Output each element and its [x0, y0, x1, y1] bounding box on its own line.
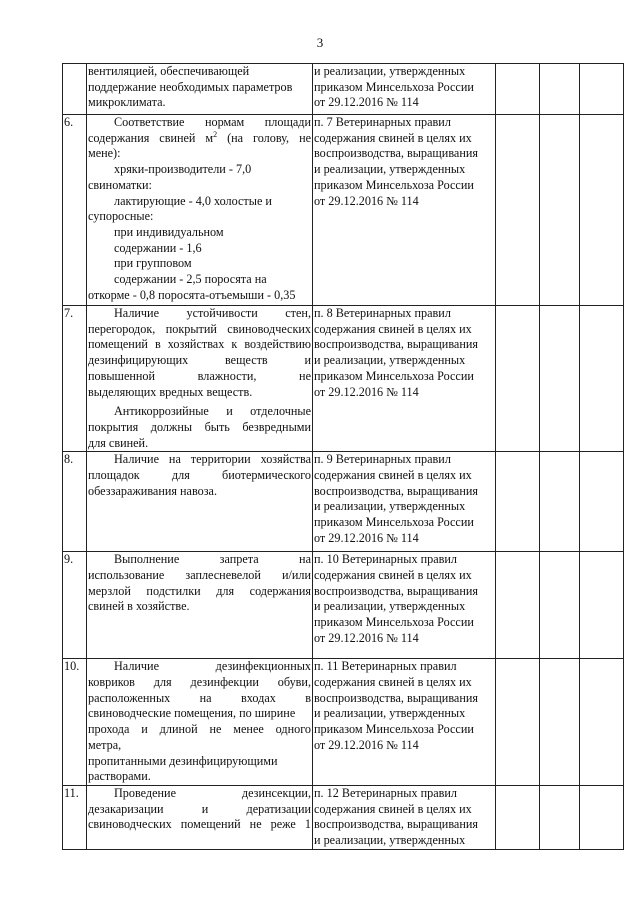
reference-line: содержания свиней в целях их: [314, 568, 472, 583]
requirement-line: Соответствие нормам площади: [114, 115, 311, 129]
reference-line: от 29.12.2016 № 114: [314, 384, 419, 399]
requirement-cell: [87, 552, 313, 659]
requirement-line: свиноводческих помещений не реже 1: [88, 817, 311, 832]
row-number-cell: [63, 64, 87, 115]
reference-cell: [313, 552, 496, 659]
reference-line: и реализации, утвержденных: [314, 706, 466, 721]
reference-line: и реализации, утвержденных: [314, 599, 466, 614]
reference-line: содержания свиней в целях их: [314, 468, 472, 483]
empty-cell: [496, 306, 540, 452]
empty-cell: [540, 552, 580, 659]
row-number-cell: 11.: [63, 785, 87, 849]
empty-cell: [580, 552, 624, 659]
empty-cell: [540, 452, 580, 552]
requirement-line: при индивидуальном: [114, 224, 224, 239]
empty-cell: [496, 115, 540, 306]
requirement-line: выделяющих вредных веществ.: [88, 384, 253, 399]
requirement-line: дезакаризации и дератизации: [88, 801, 311, 816]
requirement-line: поддержание необходимых параметров: [88, 79, 293, 94]
reference-line: от 29.12.2016 № 114: [314, 630, 419, 645]
reference-cell: [313, 785, 496, 849]
requirement-line: свиноводческие помещения, по ширине: [88, 706, 296, 721]
checklist-table: [62, 63, 624, 850]
reference-cell: [313, 659, 496, 786]
row-number-cell: 9.: [63, 552, 87, 659]
empty-cell: [496, 785, 540, 849]
requirement-line: покрытия должны быть безвредными: [88, 419, 311, 434]
reference-cell: [313, 64, 496, 115]
reference-line: воспроизводства, выращивания: [314, 483, 478, 498]
empty-cell: [540, 659, 580, 786]
reference-line: содержания свиней в целях их: [314, 130, 472, 145]
requirement-cell: [87, 785, 313, 849]
requirement-line: свиней в хозяйстве.: [88, 599, 190, 614]
requirement-cell: [87, 64, 313, 115]
requirement-line: метра,: [88, 737, 122, 752]
reference-line: приказом Минсельхоза России: [314, 515, 474, 530]
empty-cell: [496, 659, 540, 786]
requirement-line: прохода и длиной не менее одного: [88, 722, 311, 737]
row-number-cell: 8.: [63, 452, 87, 552]
reference-line: приказом Минсельхоза России: [314, 615, 474, 630]
reference-line: воспроизводства, выращивания: [314, 690, 478, 705]
requirement-cell: [87, 452, 313, 552]
requirement-line: Наличие на территории хозяйства: [114, 452, 311, 467]
requirement-line: содержания свиней $м^2$ (на голову, не: [88, 129, 311, 145]
empty-cell: [496, 64, 540, 115]
requirement-line: содержании - 1,6: [114, 240, 202, 255]
requirement-line: расположенных на входах в: [88, 690, 311, 705]
reference-line: п. 9 Ветеринарных правил: [314, 452, 451, 467]
reference-line: от 29.12.2016 № 114: [314, 737, 419, 752]
row-number-cell: 7.: [63, 306, 87, 452]
requirement-line: содержании - 2,5 поросята на: [114, 272, 267, 287]
row-number-cell: 6.: [63, 115, 87, 306]
reference-line: п. 7 Ветеринарных правил: [314, 115, 451, 129]
requirement-line: дезинфицирующих веществ и: [88, 353, 311, 368]
reference-line: содержания свиней в целях их: [314, 801, 472, 816]
requirement-cell: [87, 306, 313, 452]
requirement-line: хряки-производители - 7,0: [114, 162, 252, 177]
reference-line: содержания свиней в целях их: [314, 675, 472, 690]
reference-line: воспроизводства, выращивания: [314, 337, 478, 352]
requirement-line: Наличие устойчивости стен,: [114, 306, 311, 320]
empty-cell: [580, 659, 624, 786]
reference-line: и реализации, утвержденных: [314, 833, 466, 848]
empty-cell: [580, 306, 624, 452]
table-row: [63, 552, 624, 659]
table-row: [63, 659, 624, 786]
requirement-line: Проведение дезинсекции,: [114, 785, 311, 800]
table-row: [63, 785, 624, 849]
requirement-line: мене):: [88, 146, 121, 161]
requirement-line: откорме - 0,8 поросята-отъемыши - 0,35: [88, 287, 296, 302]
reference-line: п. 10 Ветеринарных правил: [314, 552, 458, 567]
requirement-line: перегородок, покрытий свиноводческих: [88, 321, 311, 336]
requirement-line: повышенной влажности, не: [88, 368, 311, 383]
reference-line: от 29.12.2016 № 114: [314, 530, 419, 545]
page-number: 3: [316, 35, 324, 50]
requirement-line: вентиляцией, обеспечивающей: [88, 64, 250, 78]
empty-cell: [580, 785, 624, 849]
reference-line: воспроизводства, выращивания: [314, 583, 478, 598]
reference-line: содержания свиней в целях их: [314, 321, 472, 336]
reference-cell: [313, 306, 496, 452]
reference-line: и реализации, утвержденных: [314, 162, 466, 177]
requirement-line: использование заплесневелой и/или: [88, 568, 311, 583]
requirement-line: лактирующие - 4,0 холостые и: [114, 193, 272, 208]
reference-line: от 29.12.2016 № 114: [314, 193, 419, 208]
reference-line: п. 11 Ветеринарных правил: [314, 659, 457, 674]
reference-line: приказом Минсельхоза России: [314, 722, 474, 737]
requirement-cell: [87, 115, 313, 306]
requirement-line: пропитанными дезинфицирующими: [88, 753, 278, 768]
requirement-line: мерзлой подстилки для содержания: [88, 583, 311, 598]
reference-line: воспроизводства, выращивания: [314, 146, 478, 161]
reference-line: и реализации, утвержденных: [314, 353, 466, 368]
empty-cell: [580, 115, 624, 306]
reference-line: п. 12 Ветеринарных правил: [314, 785, 458, 800]
requirement-line: помещений в хозяйствах к воздействию: [88, 337, 311, 352]
requirement-line: супоросные:: [88, 209, 154, 224]
requirement-line: Выполнение запрета на: [114, 552, 311, 567]
empty-cell: [580, 64, 624, 115]
requirement-line: свиноматки:: [88, 177, 152, 192]
reference-cell: [313, 452, 496, 552]
empty-cell: [540, 306, 580, 452]
reference-line: приказом Минсельхоза России: [314, 79, 474, 94]
row-number-cell: 10.: [63, 659, 87, 786]
empty-cell: [540, 785, 580, 849]
reference-line: воспроизводства, выращивания: [314, 817, 478, 832]
reference-cell: [313, 115, 496, 306]
requirement-line: обеззараживания навоза.: [88, 483, 217, 498]
table-row: [63, 115, 624, 306]
requirement-cell: [87, 659, 313, 786]
table-row: [63, 452, 624, 552]
empty-cell: [540, 64, 580, 115]
requirement-line: растворами.: [88, 769, 151, 784]
requirement-line: для свиней.: [88, 435, 149, 450]
table-row: [63, 64, 624, 115]
reference-line: и реализации, утвержденных: [314, 64, 466, 78]
superscript: 2: [213, 129, 218, 139]
reference-line: п. 8 Ветеринарных правил: [314, 306, 451, 320]
requirement-line: ковриков для дезинфекции обуви,: [88, 675, 311, 690]
empty-cell: [496, 552, 540, 659]
requirement-line: Антикоррозийные и отделочные: [114, 404, 311, 419]
reference-line: приказом Минсельхоза России: [314, 368, 474, 383]
reference-line: приказом Минсельхоза России: [314, 177, 474, 192]
empty-cell: [580, 452, 624, 552]
requirement-line: при групповом: [114, 256, 192, 271]
empty-cell: [496, 452, 540, 552]
table-row: [63, 306, 624, 452]
reference-line: и реализации, утвержденных: [314, 499, 466, 514]
requirement-line: Наличие дезинфекционных: [114, 659, 311, 674]
reference-line: от 29.12.2016 № 114: [314, 95, 419, 110]
requirement-line: микроклимата.: [88, 95, 166, 110]
empty-cell: [540, 115, 580, 306]
requirement-line: площадок для биотермического: [88, 468, 311, 483]
